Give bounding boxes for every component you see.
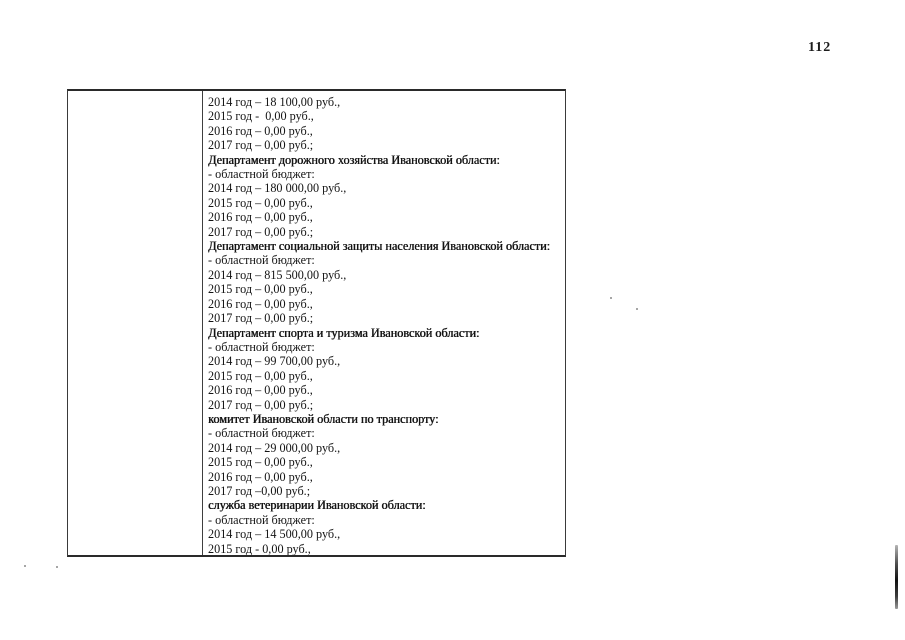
department-heading-line: комитет Ивановской области по транспорту:: [208, 411, 439, 426]
department-heading-line: Департамент социальной защиты населения Ивановской области:: [208, 239, 550, 254]
budget-line: 2015 год – 0,00 руб.,: [208, 455, 313, 470]
budget-line: - областной бюджет:: [208, 512, 315, 527]
budget-line: 2017 год – 0,00 руб.;: [208, 224, 314, 239]
budget-line: 2014 год – 99 700,00 руб.,: [208, 354, 341, 369]
budget-line: - областной бюджет:: [208, 253, 315, 268]
budget-line: 2014 год – 29 000,00 руб.,: [208, 440, 341, 455]
scan-speck: [24, 565, 26, 567]
budget-line: 2017 год – 0,00 руб.;: [208, 138, 314, 153]
table-cell-budget-lines: [203, 91, 565, 555]
budget-line: 2016 год – 0,00 руб.,: [208, 296, 313, 311]
scan-scratch-artifact: [895, 545, 898, 609]
department-heading-line: служба ветеринарии Ивановской области:: [208, 498, 426, 513]
budget-line: 2015 год – 0,00 руб.,: [208, 282, 313, 297]
department-heading-line: Департамент спорта и туризма Ивановской области:: [208, 325, 480, 340]
scan-speck: [610, 297, 612, 299]
budget-line: 2017 год –0,00 руб.;: [208, 483, 311, 498]
scan-speck: [636, 308, 638, 310]
budget-line: 2014 год – 180 000,00 руб.,: [208, 181, 347, 196]
budget-line: - областной бюджет:: [208, 339, 315, 354]
department-heading-line: Департамент дорожного хозяйства Ивановской области:: [208, 152, 500, 167]
budget-line: 2014 год – 18 100,00 руб.,: [208, 95, 341, 109]
budget-line: 2017 год – 0,00 руб.;: [208, 311, 314, 326]
budget-line: 2015 год - 0,00 руб.,: [208, 541, 311, 555]
budget-line: 2014 год – 815 500,00 руб.,: [208, 267, 347, 282]
budget-table: [67, 89, 566, 557]
budget-line: 2016 год – 0,00 руб.,: [208, 383, 313, 398]
table-cell-left-empty: [68, 91, 203, 555]
budget-line: 2015 год – 0,00 руб.,: [208, 368, 313, 383]
scan-speck: [56, 566, 58, 568]
budget-line: 2014 год – 14 500,00 руб.,: [208, 527, 341, 542]
budget-line: 2016 год – 0,00 руб.,: [208, 123, 313, 138]
budget-line: 2016 год – 0,00 руб.,: [208, 210, 313, 225]
budget-line: 2017 год – 0,00 руб.;: [208, 397, 314, 412]
page-number: 112: [808, 40, 832, 55]
budget-line: 2015 год - 0,00 руб.,: [208, 109, 314, 124]
budget-line: 2015 год – 0,00 руб.,: [208, 195, 313, 210]
budget-line: - областной бюджет:: [208, 167, 315, 182]
budget-line: - областной бюджет:: [208, 426, 315, 441]
budget-line: 2016 год – 0,00 руб.,: [208, 469, 313, 484]
